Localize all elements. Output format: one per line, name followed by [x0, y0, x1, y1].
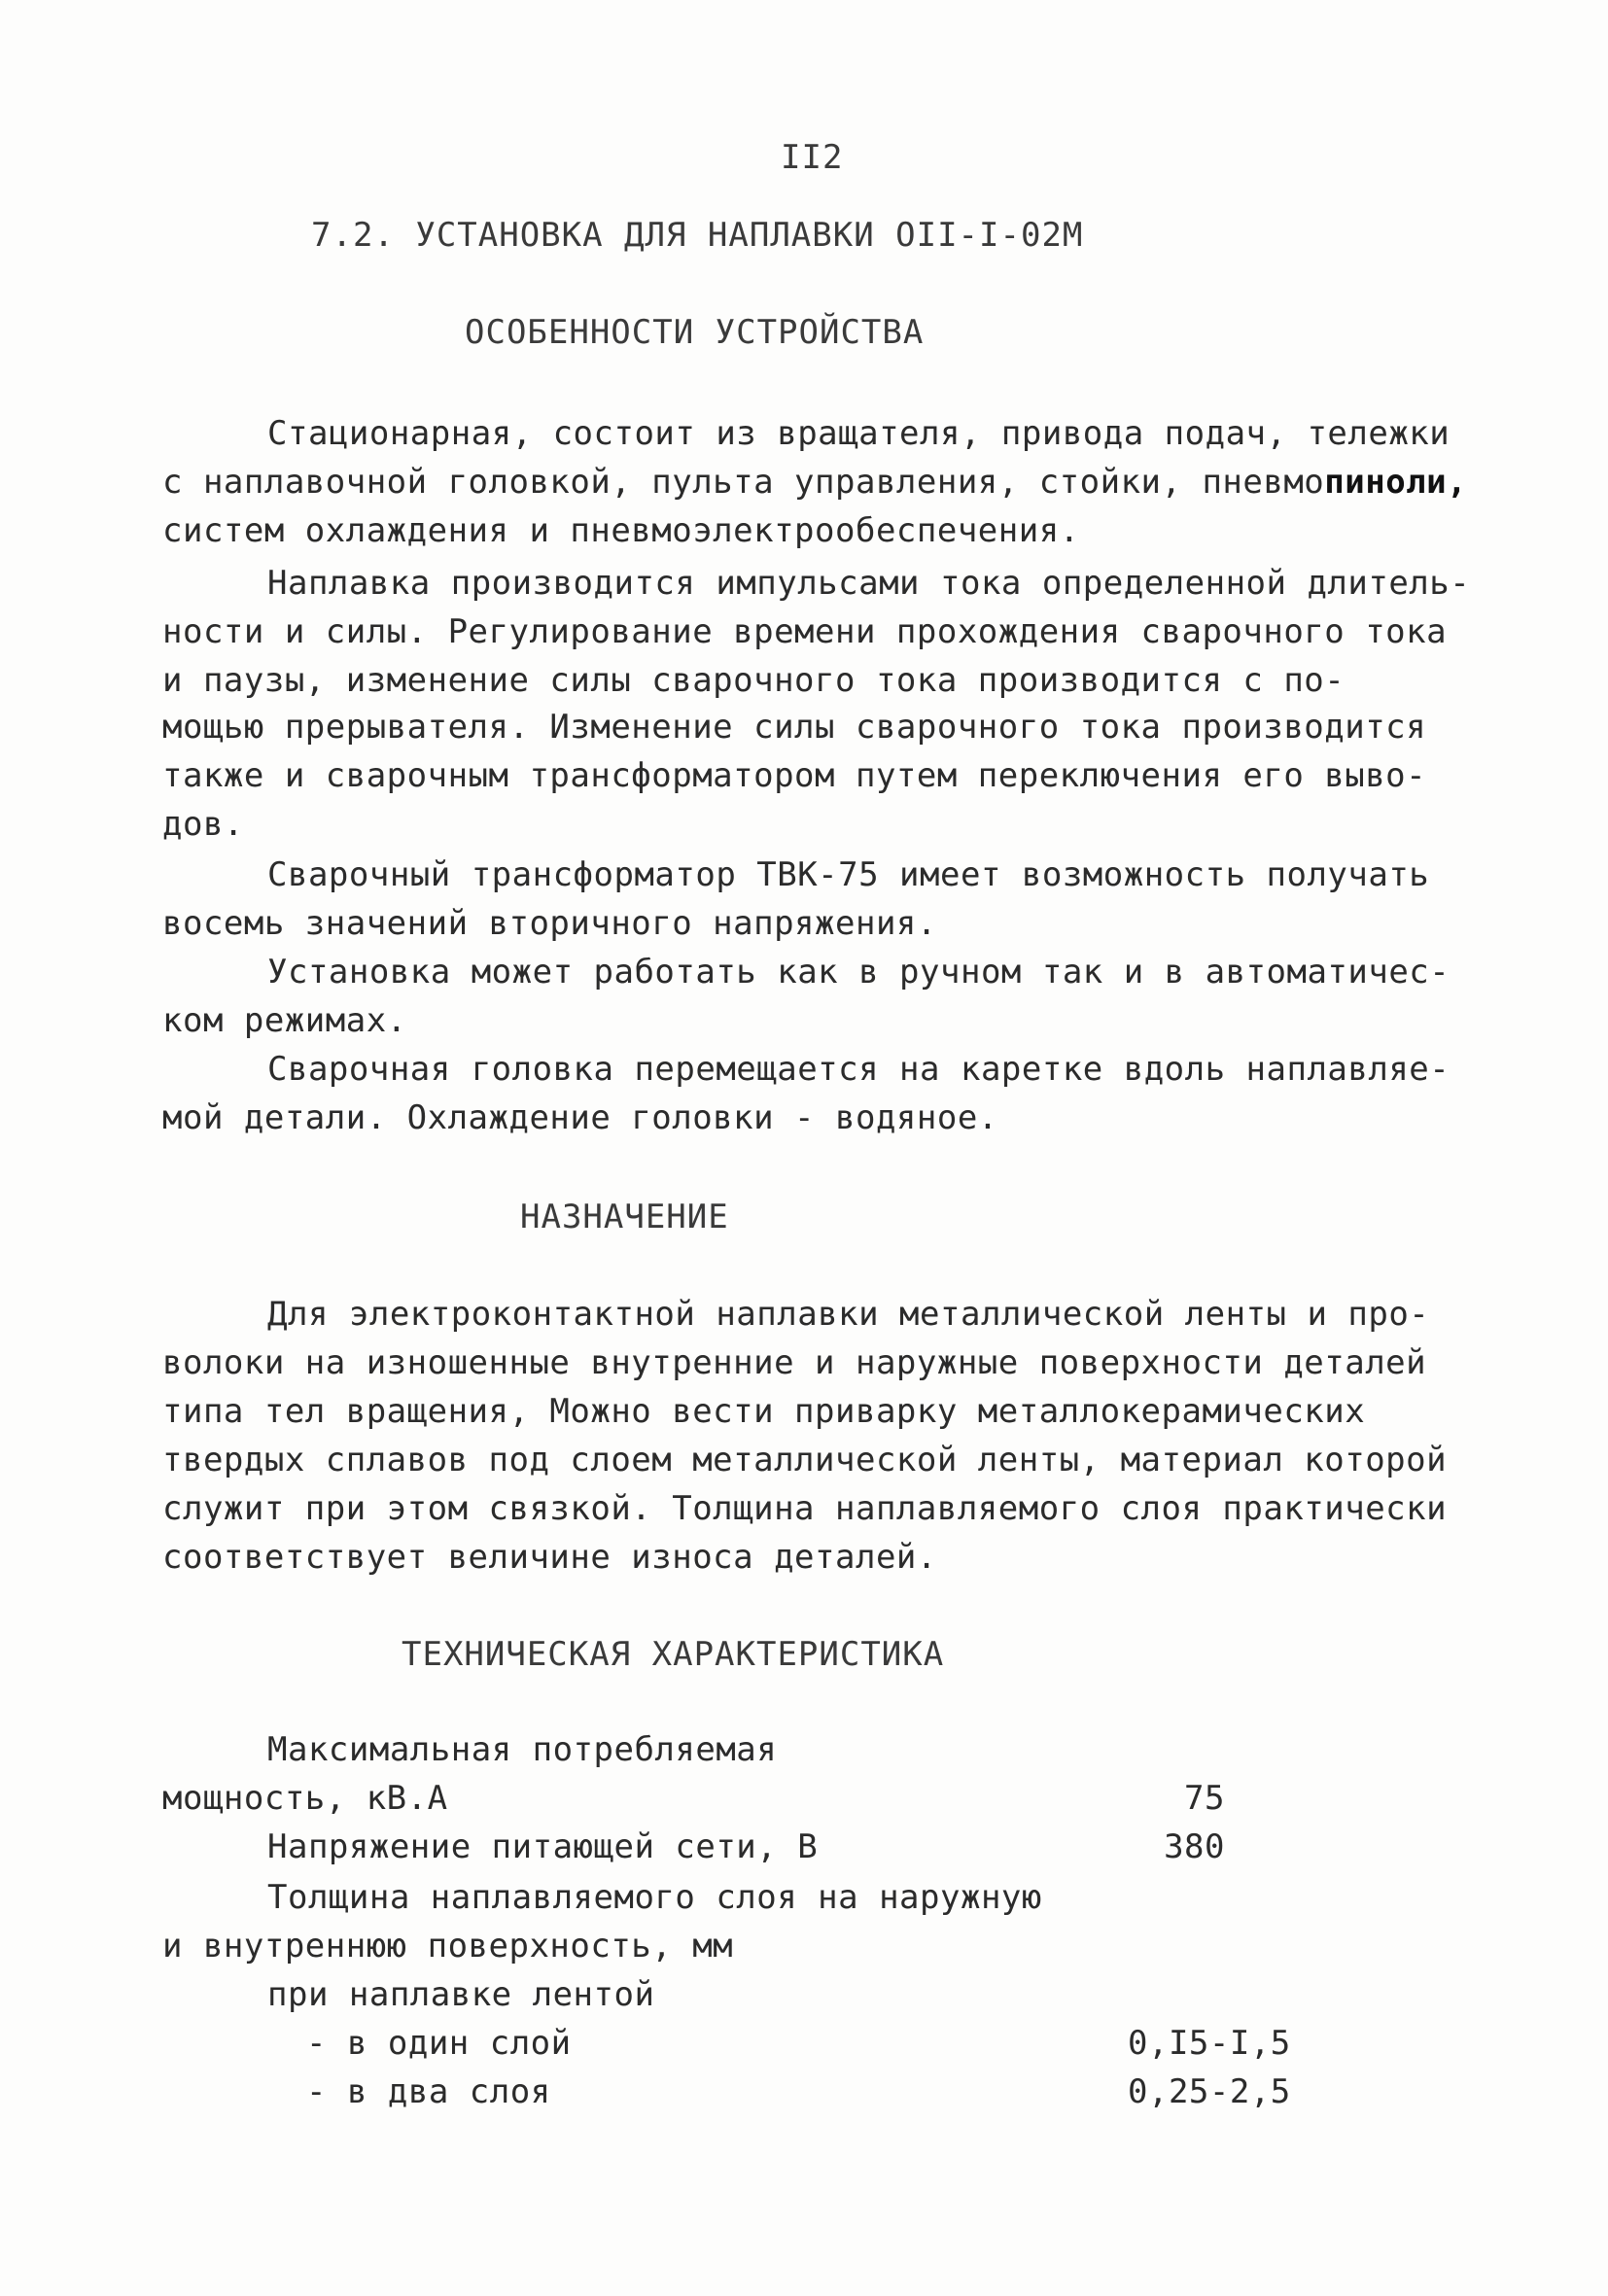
- specs-heading: ТЕХНИЧЕСКАЯ ХАРАКТЕРИСТИКА: [402, 1635, 945, 1674]
- purpose-line: твердых сплавов под слоем металлической ленты, материал которой: [162, 1441, 1448, 1479]
- spec-value: 75: [1184, 1779, 1225, 1818]
- spec-label: Максимальная потребляемая: [267, 1730, 778, 1769]
- features-heading: ОСОБЕННОСТИ УСТРОЙСТВА: [465, 313, 925, 352]
- features-line: и паузы, изменение силы сварочного тока производится с по-: [162, 661, 1346, 700]
- section-title: 7.2. УСТАНОВКА ДЛЯ НАПЛАВКИ ОII-I-02М: [311, 216, 1084, 255]
- purpose-heading: НАЗНАЧЕНИЕ: [520, 1198, 729, 1236]
- features-line: ности и силы. Регулирование времени прохождения сварочного тока: [162, 612, 1448, 651]
- spec-value: 380: [1164, 1827, 1225, 1866]
- features-line: мощью прерывателя. Изменение силы сварочного тока производится: [162, 708, 1427, 747]
- features-line: ком режимах.: [162, 1001, 407, 1040]
- spec-value: 0,I5-I,5: [1128, 2024, 1291, 2063]
- spec-label: Напряжение питающей сети, В: [267, 1827, 819, 1866]
- purpose-line: Для электроконтактной наплавки металлической ленты и про-: [267, 1295, 1430, 1334]
- features-line: Сварочный трансформатор ТВК-75 имеет возможность получать: [267, 855, 1430, 894]
- purpose-line: типа тел вращения, Можно вести приварку металлокерамических: [162, 1392, 1366, 1431]
- spec-label: - в два слоя: [306, 2072, 551, 2111]
- spec-label: - в один слой: [306, 2024, 572, 2063]
- features-line: восемь значений вторичного напряжения.: [162, 904, 937, 943]
- features-line: Сварочная головка перемещается на каретке вдоль наплавляе-: [267, 1050, 1451, 1089]
- purpose-line: волоки на изношенные внутренние и наружные поверхности деталей: [162, 1343, 1427, 1382]
- features-line: [162, 463, 1467, 502]
- bold-word: пиноли,: [1324, 463, 1468, 502]
- features-line: дов.: [162, 805, 244, 844]
- purpose-line: служит при этом связкой. Толщина наплавляемого слоя практически: [162, 1489, 1448, 1528]
- features-line: мой детали. Охлаждение головки - водяное.: [162, 1098, 998, 1137]
- features-line: Стационарная, состоит из вращателя, привода подач, тележки: [267, 414, 1451, 453]
- spec-label: при наплавке лентой: [267, 1975, 655, 2014]
- features-line: систем охлаждения и пневмоэлектрообеспечения.: [162, 511, 1080, 550]
- spec-label: Толщина наплавляемого слоя на наружную: [267, 1878, 1042, 1917]
- features-line-text: с наплавочной головкой, пульта управления, стойки, пневмо: [162, 463, 1325, 502]
- purpose-line: соответствует величине износа деталей.: [162, 1538, 937, 1577]
- page-number: II2: [781, 138, 844, 177]
- features-line: также и сварочным трансформатором путем переключения его выво-: [162, 756, 1427, 795]
- features-line: Наплавка производится импульсами тока определенной длитель-: [267, 564, 1471, 603]
- features-line: Установка может работать как в ручном так и в автоматичес-: [267, 953, 1451, 991]
- spec-label: мощность, кВ.А: [162, 1779, 448, 1818]
- spec-value: 0,25-2,5: [1128, 2072, 1291, 2111]
- spec-label: и внутреннюю поверхность, мм: [162, 1927, 734, 1966]
